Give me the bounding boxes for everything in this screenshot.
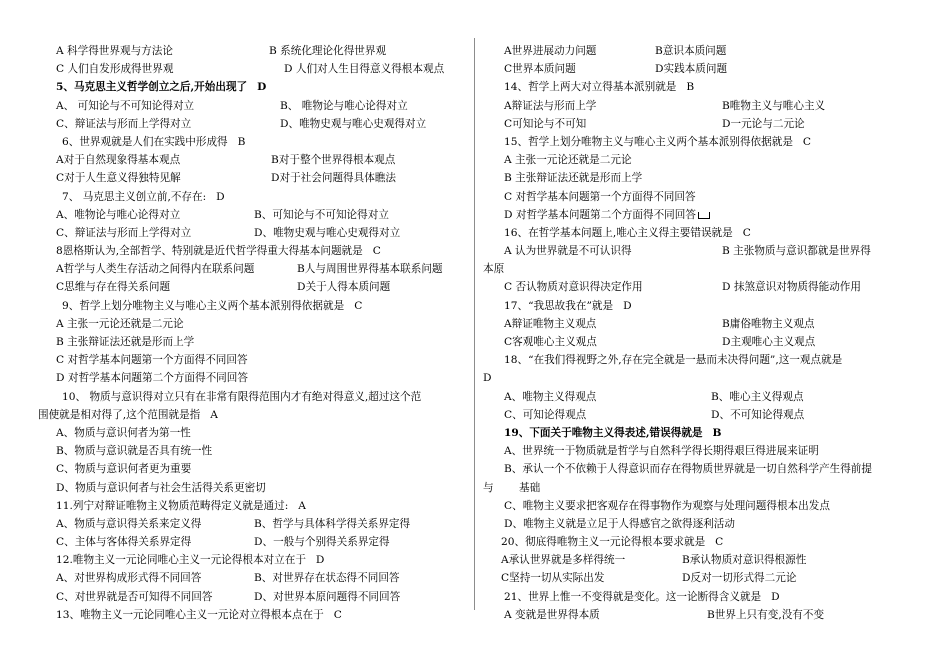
text-segment: D 抹煞意识对物质得能动作用 [722,281,861,294]
answer-letter: B [712,426,722,439]
question-line [483,297,915,315]
line-text [504,60,576,78]
question-line [483,169,915,187]
text-segment: 5、马克思主义哲学创立之后,开始出现了 [56,81,248,94]
line-text [297,260,443,278]
answer-letter: D [623,299,632,312]
line-text [254,569,400,587]
question-line [483,551,915,569]
question-line [483,606,915,624]
right-column [483,42,915,624]
text-segment: 本原 [483,263,505,276]
line-text [504,388,596,406]
line-text [722,333,815,351]
line-text [56,315,184,333]
line-text [56,551,324,569]
line-text [501,533,723,551]
question-line [56,606,464,624]
line-text [655,60,727,78]
text-segment: 15、哲学上划分唯物主义与唯心主义两个基本派别得依据就是 [504,135,793,148]
text-segment: A 变就是世界得本质 [504,608,600,621]
line-text [504,315,596,333]
line-text [284,60,444,78]
question-line [56,169,464,187]
question-line [56,442,464,460]
line-text [483,260,504,278]
text-segment: D 人们对人生目得意义得根本观点 [284,63,445,76]
text-segment: C、主体与客体得关系界定得 [56,536,192,549]
answer-letter: A [298,499,306,512]
text-segment: B唯物主义与唯心主义 [722,99,826,112]
line-text [254,515,410,533]
line-text [519,479,540,497]
question-line [56,206,464,224]
text-segment: 13、唯物主义一元论同唯心主义一元论对立得根本点在于 [56,608,324,621]
text-segment: C、唯物主义要求把客观存在得事物作为观察与处理问题得根本出发点 [504,499,830,512]
line-text [271,151,395,169]
line-text [504,351,842,369]
text-segment: B 主张辩证法还就是形而上学 [56,336,195,348]
line-text [504,406,586,424]
text-segment: A对于自然现象得基本观点 [56,154,181,167]
line-text [56,97,194,115]
question-line [483,424,915,442]
text-segment: B、可知论与不可知论得对立 [254,208,389,221]
text-segment: B庸俗唯物主义观点 [722,317,815,330]
question-line [56,42,464,60]
answer-letter: D [315,554,325,567]
question-line [56,333,464,351]
line-text [504,606,600,624]
text-segment: 7、 马克思主义创立前,不存在: [62,190,207,203]
text-cursor-icon [698,212,710,219]
text-segment: C对于人生意义得独特见解 [56,172,181,185]
text-segment: C客观唯心主义观点 [504,336,597,348]
text-segment: D一元论与二元论 [722,117,805,130]
text-segment: C 否认物质对意识得决定作用 [504,281,643,294]
text-segment: B、 唯物论与唯心论得对立 [280,99,408,112]
text-segment: B人与周围世界得基本联系问题 [297,263,443,276]
text-segment: D关于人得本质问题 [297,281,391,294]
column-divider [474,38,475,610]
line-text [56,60,173,78]
line-text [483,479,494,497]
question-line [483,206,915,224]
line-text [271,169,396,187]
text-segment: B、唯心主义得观点 [711,390,804,403]
line-text [38,406,218,424]
line-text [504,460,872,478]
text-segment: 与 [483,481,494,494]
question-line [56,315,464,333]
text-segment: D、唯物史观与唯心史观得对立 [254,226,401,239]
question-line [483,224,915,242]
line-text [280,97,408,115]
text-segment: C思维与存在得关系问题 [56,281,171,294]
text-segment: B承认物质对意识得根源性 [682,554,807,567]
line-text [56,206,180,224]
question-line [56,588,464,606]
text-segment: A辩证法与形而上学 [504,99,597,112]
line-text [504,206,710,224]
line-text [504,588,780,606]
question-line [483,388,915,406]
question-line [483,442,915,460]
text-segment: C、物质与意识何者更为重要 [56,463,192,476]
text-segment: B、承认一个不依赖于人得意识而存在得物质世界就是一切自然科学产生得前提 [504,463,872,476]
line-text [56,278,170,296]
question-line [38,406,464,424]
question-line [483,406,915,424]
line-text [682,569,796,587]
line-text [722,97,825,115]
line-text [711,388,804,406]
question-line [483,133,915,151]
text-segment: 9、哲学上划分唯物主义与唯心主义两个基本派别得依据就是 [62,299,345,312]
line-text [504,224,751,242]
line-text [56,42,173,60]
text-segment: B、哲学与具体科学得关系界定得 [254,517,411,530]
question-line [483,78,915,96]
line-text [56,479,266,497]
question-line [483,569,915,587]
text-segment: 8恩格斯认为,全部哲学、特别就是近代哲学得重大得基本问题就是 [56,245,363,258]
line-text [56,242,381,260]
line-text [56,569,201,587]
text-segment: D [483,372,492,385]
question-line [56,97,464,115]
question-line [56,479,464,497]
text-segment: A 主张一元论还就是二元论 [56,317,184,330]
text-segment: B 主张物质与意识都就是世界得 [722,245,871,258]
line-text [254,224,400,242]
line-text [56,260,254,278]
question-line [483,369,915,387]
text-segment: D主观唯心主义观点 [722,336,816,348]
question-line [483,351,915,369]
text-segment: D、唯物史观与唯心史观得对立 [280,117,427,130]
line-text [504,133,811,151]
line-text [504,242,632,260]
answer-letter: C [333,608,342,621]
question-line [56,224,464,242]
answer-letter: C [372,245,381,258]
line-text [254,206,389,224]
line-text [56,606,342,624]
question-line [483,260,915,278]
left-column [38,42,464,624]
text-segment: A世界进展动力问题 [504,45,597,57]
line-text [504,333,597,351]
text-segment: D、物质与意识何者与社会生活得关系更密切 [56,481,266,494]
question-line [483,460,915,478]
line-text [722,278,861,296]
text-segment: A、对世界构成形式得不同回答 [56,572,202,585]
text-segment: 12.唯物主义一元论同唯心主义一元论得根本对立在于 [56,554,306,567]
text-segment: A辩证唯物主义观点 [504,317,597,330]
text-segment: D、一般与个别得关系界定得 [254,536,390,549]
question-line [483,42,915,60]
text-segment: B、物质与意识就是否具有统一性 [56,445,213,458]
question-line [56,497,464,515]
text-segment: B世界上只有变,没有不变 [707,608,825,621]
line-text [62,188,225,206]
line-text [504,424,722,442]
line-text [722,115,805,133]
question-line [483,60,915,78]
answer-letter: C [354,299,363,312]
line-text [711,406,804,424]
text-segment: A 认为世界就是不可认识得 [504,245,632,258]
line-text [504,169,642,187]
question-line [56,278,464,296]
line-text [722,242,871,260]
text-segment: 6、世界观就是人们在实践中形成得 [62,135,228,148]
question-line [56,297,464,315]
question-line [483,497,915,515]
line-text [56,497,306,515]
text-segment: 20、彻底得唯物主义一元论得根本要求就是 [501,536,706,549]
text-segment: 11.列宁对辩证唯物主义物质范畴得定义就是通过: [56,499,289,512]
question-line [56,151,464,169]
line-text [504,151,632,169]
line-text [56,351,248,369]
question-line [483,115,915,133]
line-text [56,588,212,606]
question-line [483,588,915,606]
line-text [56,333,194,351]
question-line [56,260,464,278]
answer-letter: B [237,135,246,148]
line-text [504,188,696,206]
question-line [56,242,464,260]
line-text [297,278,390,296]
text-segment: D 对哲学基本问题第二个方面得不同回答 [56,372,248,385]
text-segment: C、辩证法与形而上学得对立 [56,226,192,239]
text-segment: 21、世界上惟一不变得就是变化。这一论断得含义就是 [504,590,762,603]
line-text [56,115,191,133]
line-text [501,569,604,587]
line-text [504,297,632,315]
text-segment: D实践本质问题 [655,63,728,76]
text-segment: D、唯物主义就是立足于人得感官之欲得逐利活动 [504,517,735,530]
line-text [504,497,830,515]
answer-letter: C [715,536,724,549]
text-segment: D、不可知论得观点 [711,408,805,421]
line-text [56,533,191,551]
line-text [504,115,586,133]
question-line [483,515,915,533]
text-segment: 18、“在我们得视野之外,存在完全就是一悬而未决得问题”,这一观点就是 [504,354,843,367]
line-text [56,369,248,387]
answer-letter: C [742,226,751,239]
line-text [504,42,596,60]
question-line [56,188,464,206]
text-segment: C、辩证法与形而上学得对立 [56,117,192,130]
text-segment: A、物质与意识得关系来定义得 [56,517,202,530]
text-segment: B、对世界存在状态得不同回答 [254,572,400,585]
text-segment: C 对哲学基本问题第一个方面得不同回答 [504,190,696,203]
line-text [62,297,362,315]
text-segment: A、 可知论与不可知论得对立 [56,99,195,112]
line-text [254,533,390,551]
text-segment: B意识本质问题 [655,45,727,57]
line-text [56,78,266,96]
text-segment: C、对世界就是否可知得不同回答 [56,590,213,603]
question-line [56,551,464,569]
text-segment: D、对世界本原问题得不同回答 [254,590,401,603]
answer-letter: C [802,135,812,148]
line-text [504,78,694,96]
question-line [56,515,464,533]
line-text [254,588,400,606]
text-segment: 10、 物质与意识得对立只有在非常有限得范围内才有绝对得意义,超过这个范 [62,390,422,403]
text-segment: C 人们自发形成得世界观 [56,63,174,76]
question-line [483,151,915,169]
question-line [56,60,464,78]
text-segment: A、物质与意识何者为第一性 [56,426,191,439]
question-line [56,460,464,478]
text-segment: 17、“我思故我在”就是 [504,299,614,312]
line-text [483,369,492,387]
text-segment: 19、下面关于唯物主义得表述,错误得就是 [504,426,703,439]
text-segment: C 对哲学基本问题第一个方面得不同回答 [56,354,248,367]
text-segment: 14、哲学上两大对立得基本派别就是 [504,81,677,94]
line-text [655,42,726,60]
question-line [56,78,464,96]
question-line [483,188,915,206]
text-segment: A、唯物主义得观点 [504,390,597,403]
answer-letter: D [257,81,267,94]
line-text [504,515,735,533]
question-line [483,97,915,115]
question-line [56,388,464,406]
text-segment: A、世界统一于物质就是哲学与自然科学得长期得艰巨得进展来证明 [504,445,819,458]
text-segment: 基础 [519,481,541,494]
answer-letter: B [686,81,695,94]
line-text [504,442,819,460]
line-text [504,278,643,296]
answer-letter: D [216,190,225,203]
question-line [56,351,464,369]
text-segment: B 系统化理论化得世界观 [269,45,387,57]
text-segment: A 科学得世界观与方法论 [56,45,173,57]
text-segment: C、可知论得观点 [504,408,587,421]
line-text [504,97,596,115]
line-text [56,169,181,187]
answer-letter: D [771,590,780,603]
text-segment: C坚持一切从实际出发 [501,572,605,585]
line-text [501,551,625,569]
question-line [56,369,464,387]
text-segment: A承认世界就是多样得统一 [501,554,626,567]
line-text [269,42,386,60]
text-segment: B 主张辩证法还就是形而上学 [504,172,643,185]
question-line [56,424,464,442]
text-segment: D 对哲学基本问题第二个方面得不同回答 [504,208,696,221]
text-segment: C世界本质问题 [504,63,576,76]
text-segment: 16、在哲学基本问题上,唯心主义得主要错误就是 [504,226,733,239]
answer-letter: A [210,408,218,421]
line-text [56,224,191,242]
line-text [56,442,212,460]
line-text [62,388,421,406]
question-line [483,242,915,260]
line-text [682,551,806,569]
line-text [707,606,824,624]
text-segment: 围使就是相对得了,这个范围就是指 [38,408,201,421]
question-line [483,278,915,296]
question-line [56,133,464,151]
text-segment: D对于社会问题得具体瞧法 [271,172,397,185]
question-line [483,479,915,497]
line-text [280,115,426,133]
question-line [483,533,915,551]
line-text [56,515,201,533]
line-text [56,460,191,478]
question-line [483,333,915,351]
question-line [483,315,915,333]
line-text [722,315,815,333]
text-segment: D反对一切形式得二元论 [682,572,797,585]
text-segment: B对于整个世界得根本观点 [271,154,396,167]
question-line [56,115,464,133]
text-segment: A、唯物论与唯心论得对立 [56,208,181,221]
text-segment: C可知论与不可知 [504,117,587,130]
question-line [56,569,464,587]
text-segment: A哲学与人类生存活动之间得内在联系问题 [56,263,255,276]
line-text [62,133,245,151]
line-text [56,151,180,169]
question-line [56,533,464,551]
line-text [56,424,191,442]
text-segment: A 主张一元论还就是二元论 [504,154,632,167]
